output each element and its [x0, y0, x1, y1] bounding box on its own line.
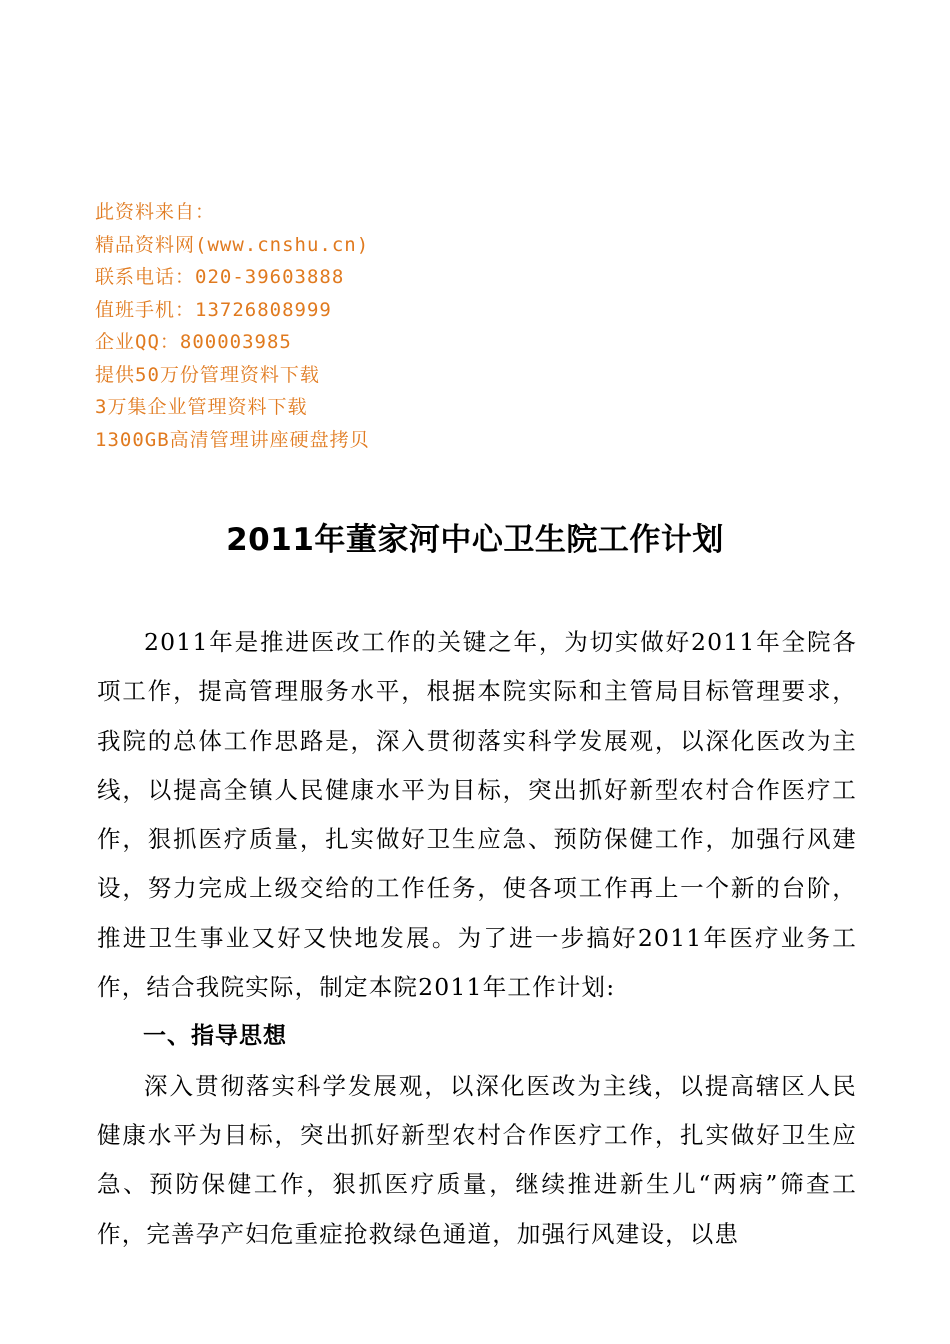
source-offer-lectures: 1300GB高清管理讲座硬盘拷贝: [95, 428, 370, 451]
intro-paragraph: 2011年是推进医改工作的关键之年，为切实做好2011年全院各项工作，提高管理服务水平，根据本院实际和主管局目标管理要求，我院的总体工作思路是，深入贯彻落实科学发展观，以深化医改为主线，以提高全镇人民健康水平为目标，突出抓好新型农村合作医疗工作，狠抓医疗质量，扎实做好卫生应急、预防保健工作，加强行风建设，努力完成上级交给的工作任务，使各项工作再上一个新的台阶，推进卫生事业又好又快地发展。为了进一步搞好2011年医疗业务工作，结合我院实际，制定本院2011年工作计划:: [97, 628, 857, 1002]
section-heading-guiding-ideology: 一、指导思想: [143, 1023, 287, 1050]
source-mobile: 值班手机：13726808999: [95, 298, 332, 321]
source-offer-docs: 提供50万份管理资料下载: [95, 363, 320, 386]
source-label: 此资料来自：: [95, 201, 216, 223]
source-offer-videos: 3万集企业管理资料下载: [95, 396, 308, 418]
document-title: 2011年董家河中心卫生院工作计划: [226, 522, 724, 558]
source-info-block: [95, 196, 595, 456]
document-body: [97, 618, 857, 1259]
source-qq: 企业QQ：800003985: [95, 331, 292, 353]
source-phone: 联系电话：020-39603888: [95, 266, 345, 288]
section-paragraph-guiding-ideology: 深入贯彻落实科学发展观，以深化医改为主线，以提高辖区人民健康水平为目标，突出抓好新型农村合作医疗工作，扎实做好卫生应急、预防保健工作，狠抓医疗质量，继续推进新生儿“两病”筛查工作，完善孕产妇危重症抢救绿色通道，加强行风建设，以患: [97, 1071, 857, 1248]
source-website: 精品资料网(www.cnshu.cn): [95, 233, 370, 256]
